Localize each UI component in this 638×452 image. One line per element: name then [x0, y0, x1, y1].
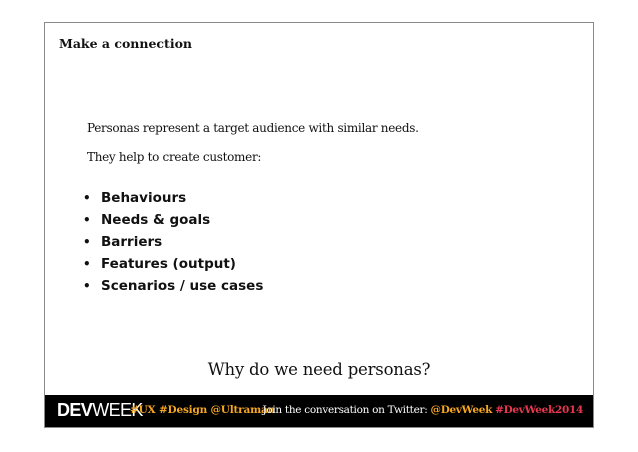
slide: [44, 22, 594, 428]
bullet-icon: •: [83, 213, 91, 227]
list-item: [83, 209, 263, 231]
slide-title: Make a connection: [59, 36, 192, 51]
bullet-icon: •: [83, 257, 91, 271]
list-item: [83, 275, 263, 297]
join-text: Join the conversation on Twitter:: [262, 404, 428, 416]
bullet-text: Barriers: [101, 234, 163, 250]
logo-bold-text: DEV: [57, 400, 93, 420]
bullet-icon: •: [83, 191, 91, 205]
bullet-text: Scenarios / use cases: [101, 278, 264, 294]
logo-light-text: WEEK: [92, 400, 143, 420]
list-item: [83, 187, 263, 209]
bullet-list: [83, 187, 263, 297]
bullet-text: Features (output): [101, 256, 236, 272]
footer-twitter-info: [262, 404, 583, 416]
twitter-handle: @DevWeek: [430, 404, 493, 416]
intro-text-line-2: They help to create customer:: [87, 150, 262, 164]
bullet-icon: •: [83, 235, 91, 249]
list-item: [83, 253, 263, 275]
intro-text-line-1: Personas represent a target audience with similar needs.: [87, 121, 419, 135]
bullet-icon: •: [83, 279, 91, 293]
bullet-text: Behaviours: [101, 190, 187, 206]
twitter-hashtag: #DevWeek2014: [495, 404, 583, 416]
question-text: Why do we need personas?: [207, 360, 431, 379]
bullet-text: Needs & goals: [101, 212, 211, 228]
list-item: [83, 231, 263, 253]
footer-tags: #UX #Design @Ultraman: [130, 404, 276, 416]
footer-bar: [45, 395, 593, 427]
